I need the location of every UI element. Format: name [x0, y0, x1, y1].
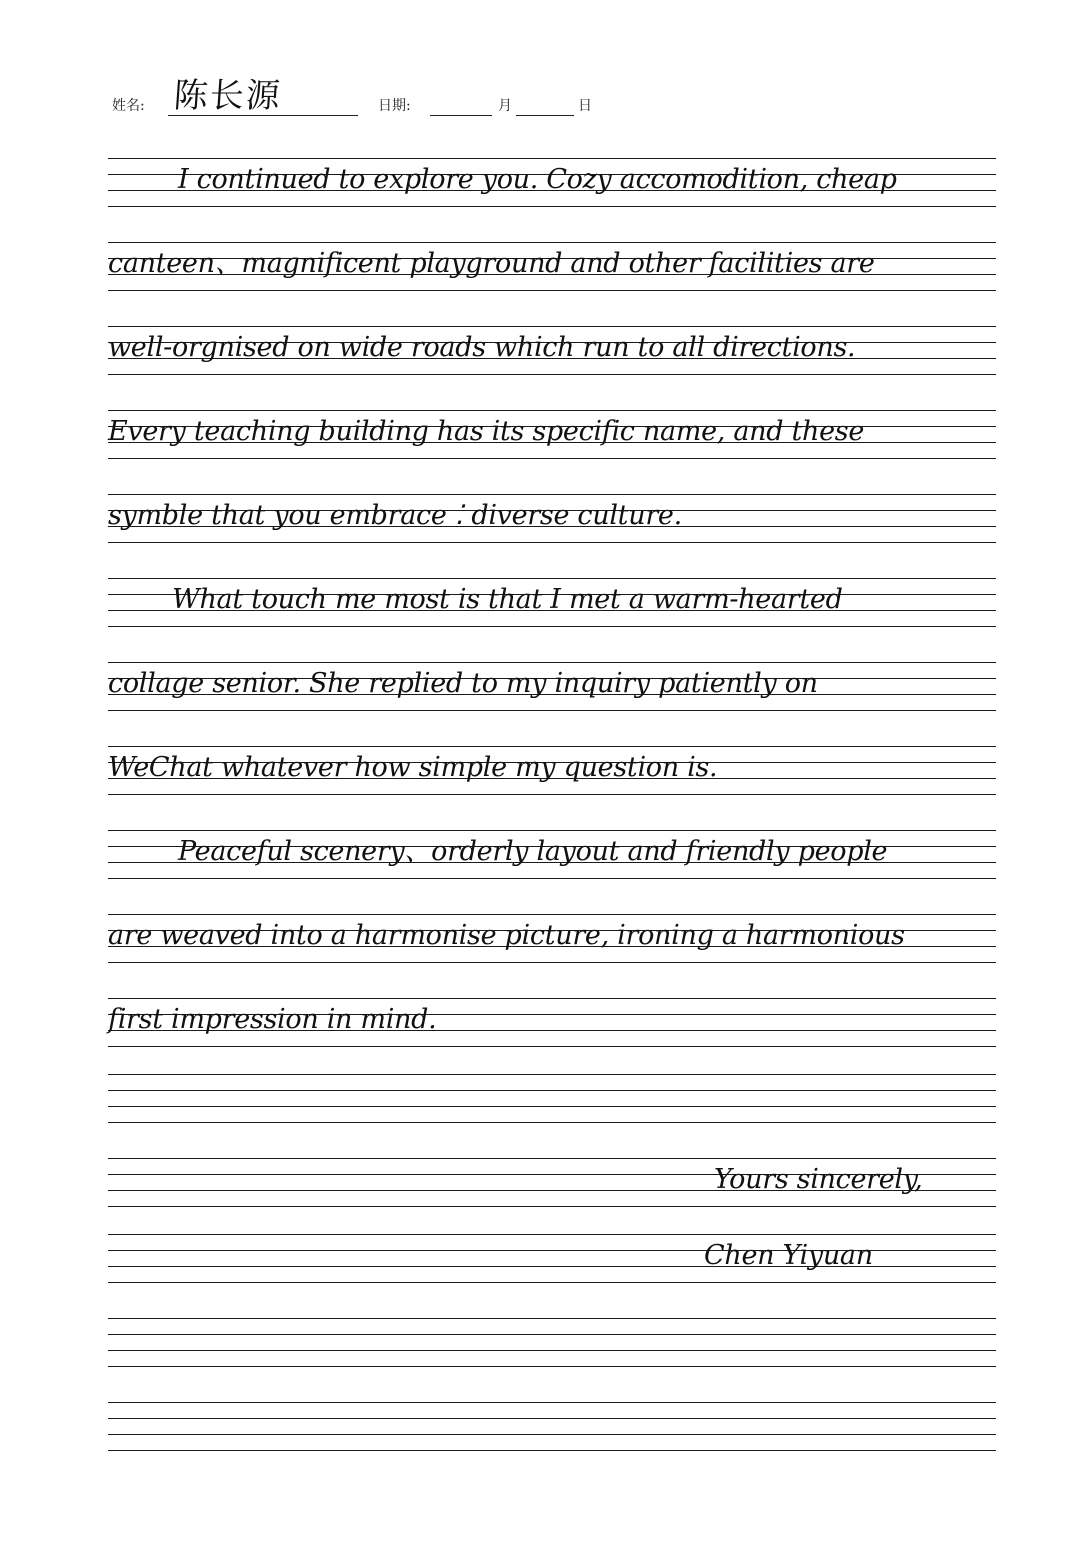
name-label: 姓名:	[112, 98, 145, 114]
date-day-blank	[516, 115, 574, 116]
letter-line-4: Every teaching building has its specific name, and these	[108, 416, 865, 447]
closing-line: Yours sincerely,	[714, 1164, 923, 1195]
ruled-row	[108, 578, 996, 634]
ruled-row	[108, 1074, 996, 1130]
ruled-row	[108, 1158, 996, 1214]
ruled-row	[108, 1234, 996, 1290]
letter-line-2: canteen、magnificent playground and other facilities are	[108, 248, 875, 279]
date-label: 日期:	[378, 98, 411, 114]
letter-line-5: symble that you embrace ⁚ diverse culture.	[108, 500, 682, 531]
ruled-row	[108, 998, 996, 1054]
date-month-blank	[430, 115, 492, 116]
ruled-row	[108, 242, 996, 298]
signature-line: Chen Yiyuan	[704, 1240, 873, 1271]
ruled-writing-area	[108, 158, 996, 1468]
letter-line-11: first impression in mind.	[108, 1004, 437, 1035]
name-value: 陈长源	[172, 76, 284, 116]
ruled-row	[108, 494, 996, 550]
ruled-row	[108, 158, 996, 214]
ruled-row	[108, 1402, 996, 1458]
letter-line-9: Peaceful scenery、orderly layout and friendly people	[178, 836, 888, 867]
ruled-row	[108, 1318, 996, 1374]
ruled-row	[108, 830, 996, 886]
day-char: 日	[578, 98, 592, 114]
ruled-row	[108, 746, 996, 802]
letter-line-10: are weaved into a harmonise picture, ironing a harmonious	[108, 920, 905, 951]
letter-line-6: What touch me most is that I met a warm-hearted	[172, 584, 843, 615]
ruled-row	[108, 410, 996, 466]
letter-line-1: I continued to explore you. Cozy accomodition, cheap	[178, 164, 897, 195]
letter-line-7: collage senior. She replied to my inquiry patiently on	[108, 668, 818, 699]
month-char: 月	[498, 98, 512, 114]
name-underline	[168, 115, 358, 116]
letter-line-8: WeChat whatever how simple my question is.	[108, 752, 718, 783]
letter-line-3: well-orgnised on wide roads which run to all directions.	[108, 332, 856, 363]
ruled-row	[108, 914, 996, 970]
ruled-row	[108, 662, 996, 718]
worksheet-header	[112, 60, 1012, 120]
ruled-row	[108, 326, 996, 382]
